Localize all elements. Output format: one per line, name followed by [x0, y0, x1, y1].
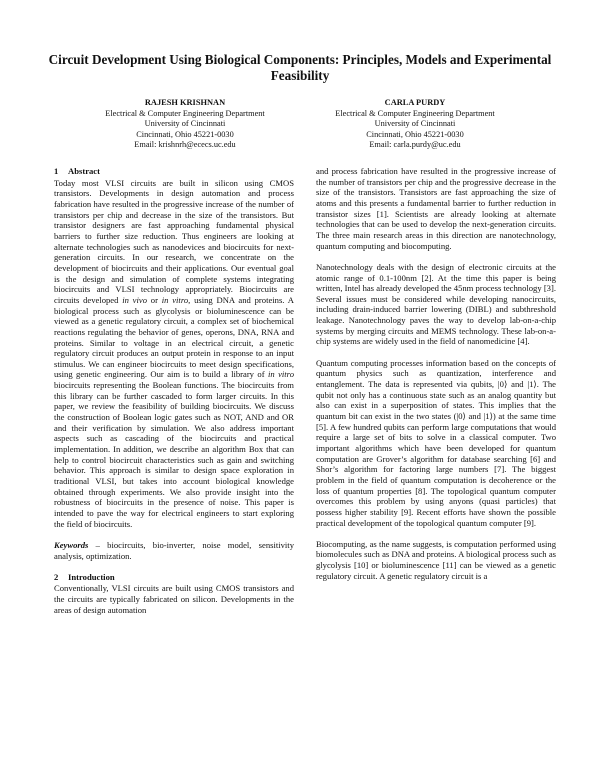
intro-paragraph-quantum: Quantum computing processes information based on the concepts of quantum physics such as quantization, interference and entanglement. The data is represented via qubits, |0⟩ and |1⟩. The qubit not only has a continuous state such as an analog quantity but also can exist in a superposition of states. This implies that the quantum bit can exist in the two states (|0⟩ and |1⟩) at the same time [5]. A few hundred qubits can perform large computations that would require a large set of bits to solve in a classical computer. Two important algorithms which have been developed for quantum computation are Grover’s algorithm for database searching [6] and Shor’s algorithm for factoring large numbers [7]. The biggest problem in the field of quantum computation is decoherence or the loss of quantum properties [8]. The topological quantum computer overcomes this problem by using anyons (quasi particles) that possess higher stability [9]. Recent efforts have shown the possible practical development of the topological quantum computer [9].	[316, 357, 556, 528]
abstract-text-2: , using DNA and proteins. A biological process such as glycolysis or bioluminescence can be viewed as a genetic regulatory circuit, a complex set of biochemical reactions regulating the behavior of genes, operons, DNA, RNA and proteins. Similar to voltage in an electrical circuit, a genetic regulatory circuit produces an output protein in response to an input stimulus. We can engineer biocircuits to meet design specifications, using genetic engineering. Our aim is to build a library of	[54, 294, 294, 380]
author-email: Email: krishnrh@ececs.uc.edu	[134, 140, 236, 150]
right-column	[316, 166, 556, 581]
section-number: 2	[54, 571, 59, 582]
author-2	[290, 98, 540, 151]
intro-paragraph-nanotechnology: Nanotechnology deals with the design of electronic circuits at the atomic range of 0.1-100nm [2]. At the time this paper is being written, Intel has already developed the 45nm process technology [3]. Several issues must be considered while developing nanocircuits, including drain-induced barrier lowering (DIBL) and subthreshold leakage. Nanotechnology paves the way to develop lab-on-a-chip systems by merging circuits and MEMS technology. These lab-on-a-chip systems are widely used in the field of nanomedicine [4].	[316, 261, 556, 347]
intro-paragraph-biocomputing: Biocomputing, as the name suggests, is computation performed using biomolecules such as DNA and proteins. A biological process such as glycolysis [10] or bioluminescence [11] can be viewed as a genetic regulatory circuit. A genetic regulatory circuit is a	[316, 538, 556, 581]
left-column	[54, 166, 294, 615]
section-title: Introduction	[68, 571, 115, 582]
abstract-italic-in-vitro: in vitro	[161, 294, 189, 305]
introduction-heading	[54, 572, 294, 583]
author-univ: University of Cincinnati	[374, 119, 456, 129]
abstract-italic-in-vivo: in vivo	[122, 294, 147, 305]
abstract-paragraph	[54, 178, 294, 530]
keywords-label: Keywords	[54, 539, 89, 550]
author-univ: University of Cincinnati	[144, 119, 226, 129]
author-dept: Electrical & Computer Engineering Department	[105, 108, 265, 118]
paper-title: Circuit Development Using Biological Components: Principles, Models and Experimental Feasibility	[48, 52, 552, 83]
intro-paragraph-1-continued: and process fabrication have resulted in the progressive increase of the number of transistors per chip and the progressive decrease in the size of the transistors. Transistors are fast approaching the size of atoms and this presents a fundamental barrier to further reduction in transistor sizes [1]. Scientists are already looking at alternate technologies that can be used to develop the next-generation circuits. The three main research areas in this direction are nanotechnology, quantum computing and biocomputing.	[316, 166, 556, 251]
keywords-text: – biocircuits, bio-inverter, noise model, sensitivity analysis, optimization.	[54, 539, 294, 561]
abstract-heading	[54, 166, 294, 177]
keywords-paragraph	[54, 540, 294, 561]
abstract-text-or: or	[147, 294, 162, 305]
author-city: Cincinnati, Ohio 45221-0030	[136, 129, 234, 139]
section-number: 1	[54, 166, 59, 176]
author-name: CARLA PURDY	[384, 98, 446, 107]
author-1	[60, 98, 310, 151]
author-email: Email: carla.purdy@uc.edu	[369, 140, 461, 150]
abstract-text-3: biocircuits representing the Boolean functions. The biocircuits from this library can be further cascaded to form larger circuits. In this paper, we review the feasibility of building biocircuits. We discuss the construction of Boolean logic gates such as NOT, AND and OR and their verification by simulation. We also address important aspects such as cascading of the biocircuits and practical implementation. In addition, we describe an algorithm Box that can help to control biocircuit characteristics such as gain and switching behavior. This approach is similar to design space exploration in traditional VLSI, but takes into account biological knowledge obtained through experiments. We also provide insight into the robustness of biocircuits in the presence of noise. This paper is intended to pave the way for electrical engineers to start exploring the field of biocircuits.	[54, 380, 294, 529]
author-name: RAJESH KRISHNAN	[144, 98, 226, 107]
abstract-italic-in-vitro-2: in vitro	[267, 369, 294, 380]
intro-paragraph-1: Conventionally, VLSI circuits are built using CMOS transistors and the circuits are typically fabricated on silicon. Developments in the areas of design automation	[54, 583, 294, 615]
section-title: Abstract	[68, 166, 100, 176]
author-dept: Electrical & Computer Engineering Department	[335, 108, 495, 118]
abstract-text-1: Today most VLSI circuits are built in silicon using CMOS transistors. Developments in design automation and process fabrication have resulted in the progressive increase of the number of transistors per chip and decrease in the size of the transistors. But transistor designers are fast approaching fundamental physical barriers to further size reduction. Thus engineers are looking at alternate technologies such as nanodevices and biocircuits for next-generation circuits. In our research, we concentrate on the development of biocircuits and their applications. Our eventual goal is the design and simulation of complete systems integrating biocircuits and VLSI technology appropriately. Biocircuits are circuits developed	[54, 177, 294, 305]
author-city: Cincinnati, Ohio 45221-0030	[366, 129, 464, 139]
